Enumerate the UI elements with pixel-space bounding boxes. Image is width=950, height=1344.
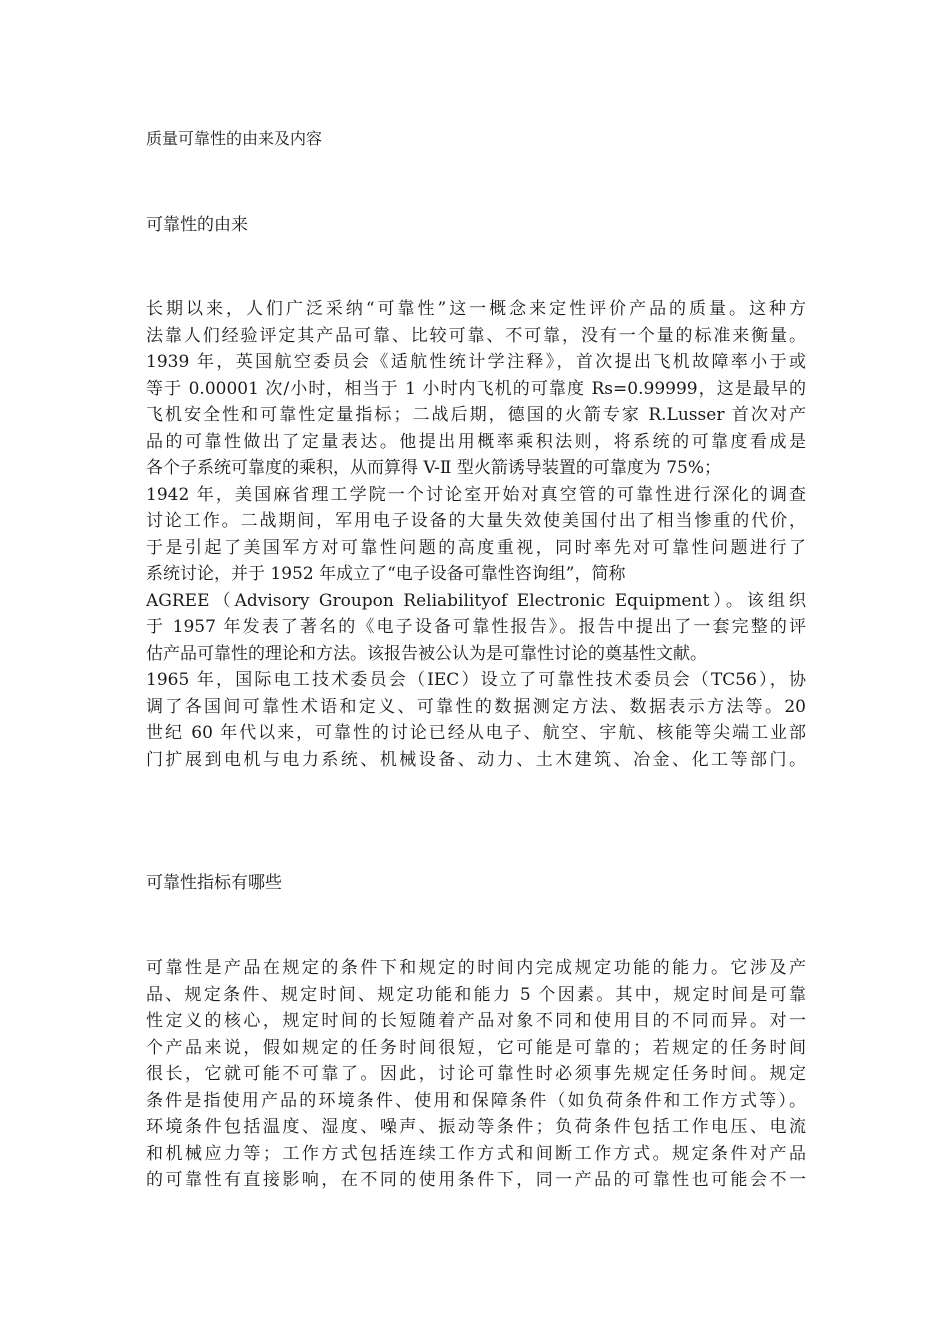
paragraph-line: 品的可靠性做出了定量表达。他提出用概率乘积法则，将系统的可靠度看成是 — [146, 431, 806, 452]
paragraph-line: 世纪 60 年代以来，可靠性的讨论已经从电子、航空、宇航、核能等尖端工业部 — [146, 723, 806, 743]
paragraph-line: 和机械应力等；工作方式包括连续工作方式和间断工作方式。规定条件对产品 — [146, 1143, 806, 1164]
paragraph-line: 调了各国间可靠性术语和定义、可靠性的数据测定方法、数据表示方法等。20 — [146, 696, 806, 717]
paragraph-line: 可靠性是产品在规定的条件下和规定的时间内完成规定功能的能力。它涉及产 — [146, 958, 806, 978]
paragraph-line: 门扩展到电机与电力系统、机械设备、动力、土木建筑、冶金、化工等部门。 — [146, 749, 806, 770]
section-body-origin — [146, 296, 806, 773]
paragraph-line: 条件是指使用产品的环境条件、使用和保障条件（如负荷条件和工作方式等）。 — [146, 1090, 806, 1111]
paragraph-line: 法靠人们经验评定其产品可靠、比较可靠、不可靠，没有一个量的标准来衡量。 — [146, 325, 806, 346]
section-heading-indicators: 可靠性指标有哪些 — [146, 873, 282, 893]
section-heading-origin: 可靠性的由来 — [146, 215, 248, 235]
paragraph-line: 等于 0.00001 次/小时，相当于 1 小时内飞机的可靠度 Rs=0.99999，这是最早的 — [146, 378, 806, 399]
paragraph-line: 很长，它就可能不可靠了。因此，讨论可靠性时必须事先规定任务时间。规定 — [146, 1064, 806, 1084]
paragraph-line: 长期以来，人们广泛采纳“可靠性”这一概念来定性评价产品的质量。这种方 — [146, 299, 806, 319]
paragraph-line: 讨论工作。二战期间，军用电子设备的大量失效使美国付出了相当惨重的代价， — [146, 511, 806, 531]
paragraph-line: 的可靠性有直接影响，在不同的使用条件下，同一产品的可靠性也可能会不一 — [146, 1170, 806, 1190]
paragraph-line: 品、规定条件、规定时间、规定功能和能力 5 个因素。其中，规定时间是可靠 — [146, 984, 806, 1005]
paragraph-line: 1939 年，英国航空委员会《适航性统计学注释》，首次提出飞机故障率小于或 — [146, 352, 806, 372]
paragraph-line: 环境条件包括温度、湿度、噪声、振动等条件；负荷条件包括工作电压、电流 — [146, 1117, 806, 1137]
paragraph-line: 1942 年，美国麻省理工学院一个讨论室开始对真空管的可靠性进行深化的调查 — [146, 484, 806, 505]
paragraph-line: AGREE（Advisory Groupon Reliabilityof Electronic Equipment）。该组织 — [146, 590, 806, 611]
paragraph-line: 系统讨论，并于 1952 年成立了“电子设备可靠性咨询组”，简称 — [146, 564, 626, 584]
paragraph-line: 飞机安全性和可靠性定量指标；二战后期，德国的火箭专家 R.Lusser 首次对产 — [146, 405, 806, 425]
paragraph-line: 估产品可靠性的理论和方法。该报告被公认为是可靠性讨论的奠基性文献。 — [146, 643, 707, 664]
paragraph-line: 个产品来说，假如规定的任务时间很短，它可能是可靠的；若规定的任务时间 — [146, 1037, 806, 1058]
paragraph-line: 于是引起了美国军方对可靠性问题的高度重视，同时率先对可靠性问题进行了 — [146, 537, 806, 558]
paragraph-line: 1965 年，国际电工技术委员会（IEC）设立了可靠性技术委员会（TC56），协 — [146, 670, 806, 690]
section-body-indicators — [146, 955, 806, 1194]
document-title: 质量可靠性的由来及内容 — [146, 129, 323, 148]
paragraph-line: 于 1957 年发表了著名的《电子设备可靠性报告》。报告中提出了一套完整的评 — [146, 617, 806, 637]
paragraph-line: 性定义的核心，规定时间的长短随着产品对象不同和使用目的不同而异。对一 — [146, 1011, 806, 1031]
paragraph-line: 各个子系统可靠度的乘积，从而算得 V-Ⅱ 型火箭诱导装置的可靠度为 75%； — [146, 458, 722, 478]
